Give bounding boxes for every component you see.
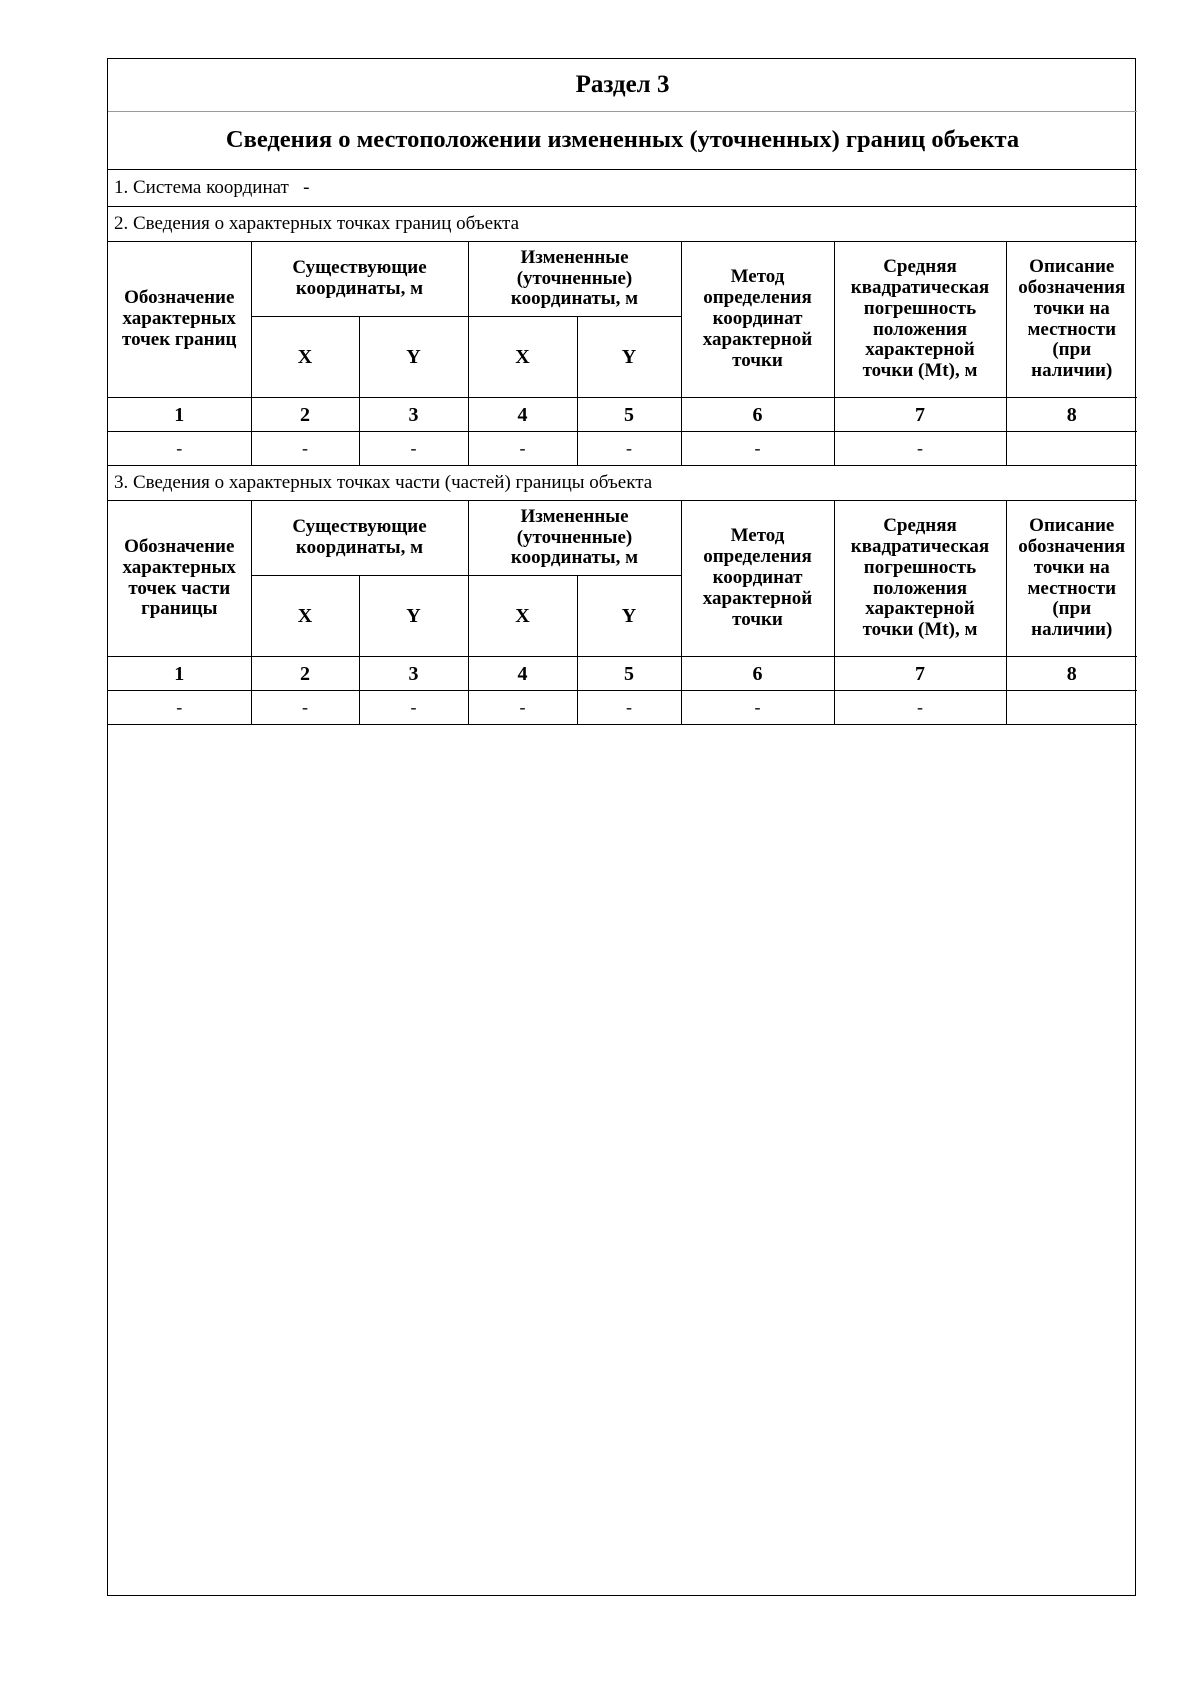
table1-colnum: 2 — [251, 398, 359, 432]
table1-header-existing: Существующие координаты, м — [251, 242, 468, 317]
table2-colnum: 1 — [108, 657, 251, 691]
table2-colnum: 4 — [468, 657, 577, 691]
table2-colnum: 6 — [681, 657, 834, 691]
table1-colnum: 4 — [468, 398, 577, 432]
section-heading: Сведения о местоположении измененных (уточненных) границ объекта — [108, 112, 1137, 170]
table2-header-description: Описание обозначения точки на местности (при наличии) — [1006, 501, 1137, 657]
table2-colnum: 5 — [577, 657, 681, 691]
table1-header-x2: X — [468, 317, 577, 398]
table1-caption: 2. Сведения о характерных точках границ объекта — [108, 207, 1137, 242]
table1-cell: - — [577, 432, 681, 466]
table2-header-existing: Существующие координаты, м — [251, 501, 468, 576]
table2-caption: 3. Сведения о характерных точках части (частей) границы объекта — [108, 466, 1137, 501]
table1-colnum: 1 — [108, 398, 251, 432]
table2-header-error: Средняя квадратическая погрешность положения характерной точки (Mt), м — [834, 501, 1006, 657]
table2-cell — [1006, 691, 1137, 725]
section-title: Раздел 3 — [108, 59, 1137, 112]
table2-cell: - — [834, 691, 1006, 725]
table1-row — [108, 432, 1137, 466]
coordinate-system-value: - — [303, 176, 310, 198]
table1-cell: - — [681, 432, 834, 466]
section-table — [108, 59, 1137, 725]
table2-header-designation: Обозначение характерных точек части границы — [108, 501, 251, 657]
table2-colnum: 8 — [1006, 657, 1137, 691]
table2-cell: - — [251, 691, 359, 725]
table2-header-x2: X — [468, 576, 577, 657]
table1-cell: - — [834, 432, 1006, 466]
table1-colnum: 5 — [577, 398, 681, 432]
table2-header-changed: Измененные (уточненные) координаты, м — [468, 501, 681, 576]
table2-cell: - — [577, 691, 681, 725]
table1-header-y1: Y — [359, 317, 468, 398]
table1-header-method: Метод определения координат характерной точки — [681, 242, 834, 398]
table1-header-x1: X — [251, 317, 359, 398]
table2-colnum: 3 — [359, 657, 468, 691]
table1-colnum: 8 — [1006, 398, 1137, 432]
table2-header-y2: Y — [577, 576, 681, 657]
table2-colnum: 2 — [251, 657, 359, 691]
table1-header-y2: Y — [577, 317, 681, 398]
table1-cell: - — [468, 432, 577, 466]
table2-header-method: Метод определения координат характерной точки — [681, 501, 834, 657]
table1-header-designation: Обозначение характерных точек границ — [108, 242, 251, 398]
table2-colnum: 7 — [834, 657, 1006, 691]
table2-cell: - — [468, 691, 577, 725]
table1-header-changed: Измененные (уточненные) координаты, м — [468, 242, 681, 317]
table2-cell: - — [108, 691, 251, 725]
coordinate-system-label: 1. Система координат — [114, 176, 289, 198]
table1-cell: - — [251, 432, 359, 466]
table1-colnum: 7 — [834, 398, 1006, 432]
coordinate-system-line — [108, 170, 1137, 207]
table2-header-y1: Y — [359, 576, 468, 657]
table1-header-error: Средняя квадратическая погрешность положения характерной точки (Mt), м — [834, 242, 1006, 398]
table1-colnum: 6 — [681, 398, 834, 432]
table2-cell: - — [359, 691, 468, 725]
table2-header-x1: X — [251, 576, 359, 657]
table1-cell — [1006, 432, 1137, 466]
table1-cell: - — [359, 432, 468, 466]
document-frame — [107, 58, 1136, 1596]
table1-cell: - — [108, 432, 251, 466]
table2-row — [108, 691, 1137, 725]
table1-colnum: 3 — [359, 398, 468, 432]
table1-header-description: Описание обозначения точки на местности (при наличии) — [1006, 242, 1137, 398]
table2-cell: - — [681, 691, 834, 725]
